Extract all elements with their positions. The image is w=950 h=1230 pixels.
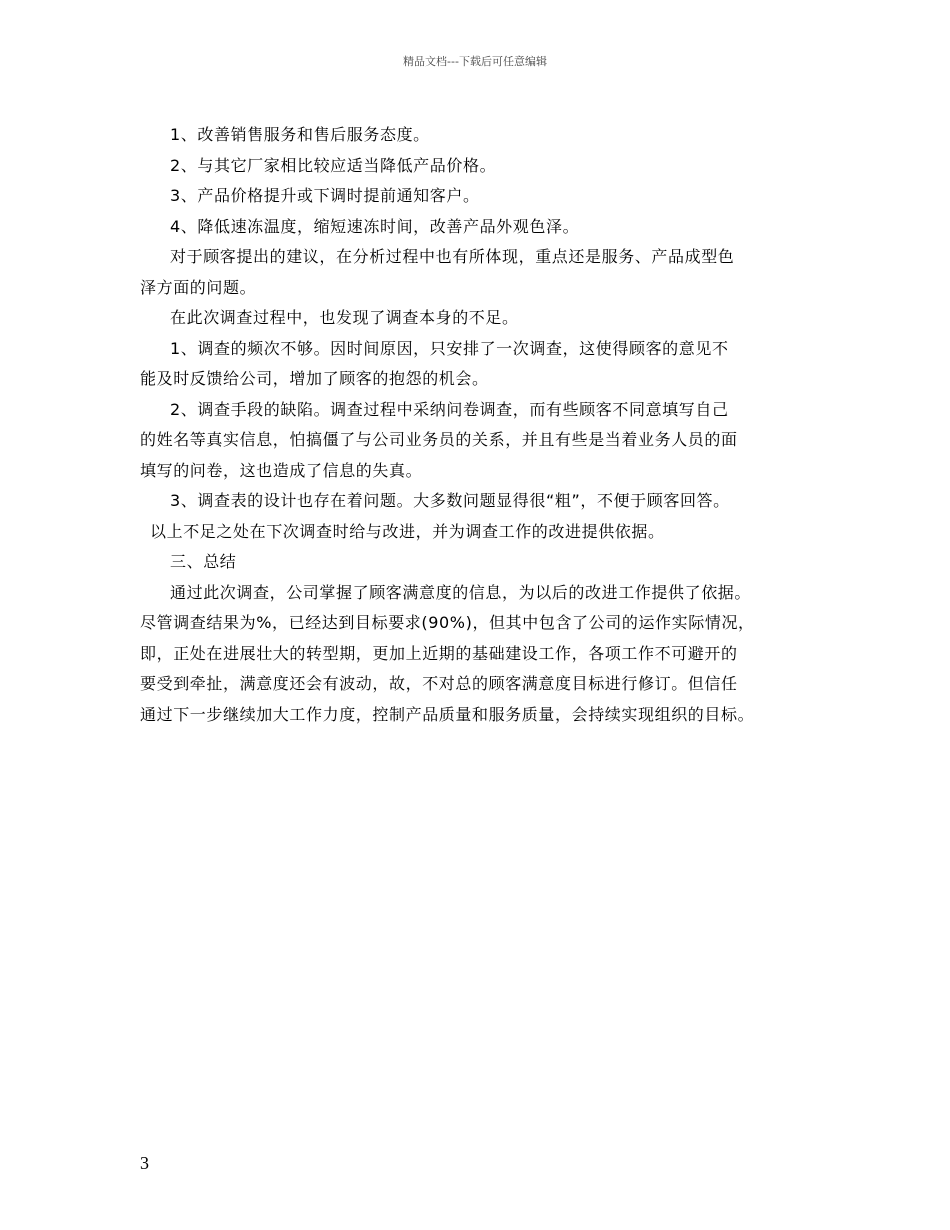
text-line: 泽方面的问题。 bbox=[140, 277, 257, 297]
text-line: 在此次调查过程中，也发现了调查本身的不足。 bbox=[170, 308, 519, 327]
text-line: 即，正处在进展壮大的转型期，更加上近期的基础建设工作，各项工作不可避开的 bbox=[140, 643, 738, 663]
page-header: 精品文档---下载后可任意编辑 bbox=[403, 55, 547, 68]
text-line: 对于顾客提出的建议，在分析过程中也有所体现，重点还是服务、产品成型色 bbox=[170, 247, 735, 266]
text-line: 通过此次调查，公司掌握了顾客满意度的信息，为以后的改进工作提供了依据。 bbox=[170, 582, 752, 602]
text-line: 的姓名等真实信息，怕搞僵了与公司业务员的关系，并且有些是当着业务人员的面 bbox=[140, 430, 738, 449]
page-number: 3 bbox=[140, 1153, 149, 1173]
text-line: 2、调查手段的缺陷。调查过程中采纳问卷调查，而有些顾客不同意填写自己 bbox=[170, 399, 729, 419]
text-line: 以上不足之处在下次调查时给与改进，并为调查工作的改进提供依据。 bbox=[150, 521, 665, 541]
text-line: 1、调查的频次不够。因时间原因，只安排了一次调查，这使得顾客的意见不 bbox=[170, 338, 729, 358]
text-line: 要受到牵扯，满意度还会有波动，故，不对总的顾客满意度目标进行修订。但信任 bbox=[140, 674, 738, 693]
text-line: 4、降低速冻温度，缩短速冻时间，改善产品外观色泽。 bbox=[170, 216, 580, 236]
text-line: 1、改善销售服务和售后服务态度。 bbox=[170, 125, 430, 144]
text-line: 填写的问卷，这也造成了信息的失真。 bbox=[140, 460, 423, 480]
text-line: 通过下一步继续加大工作力度，控制产品质量和服务质量，会持续实现组织的目标。 bbox=[140, 704, 755, 724]
text-line: 2、与其它厂家相比较应适当降低产品价格。 bbox=[170, 155, 497, 175]
text-line: 3、产品价格提升或下调时提前通知客户。 bbox=[170, 186, 480, 205]
text-line: 尽管调查结果为%，已经达到目标要求(90%)，但其中包含了公司的运作实际情况， bbox=[140, 613, 755, 632]
document-body bbox=[140, 120, 830, 730]
section-heading: 三、总结 bbox=[170, 552, 237, 571]
text-line: 能及时反馈给公司，增加了顾客的抱怨的机会。 bbox=[140, 369, 489, 388]
text-line: 3、调查表的设计也存在着问题。大多数问题显得很“粗”，不便于顾客回答。 bbox=[170, 491, 730, 510]
